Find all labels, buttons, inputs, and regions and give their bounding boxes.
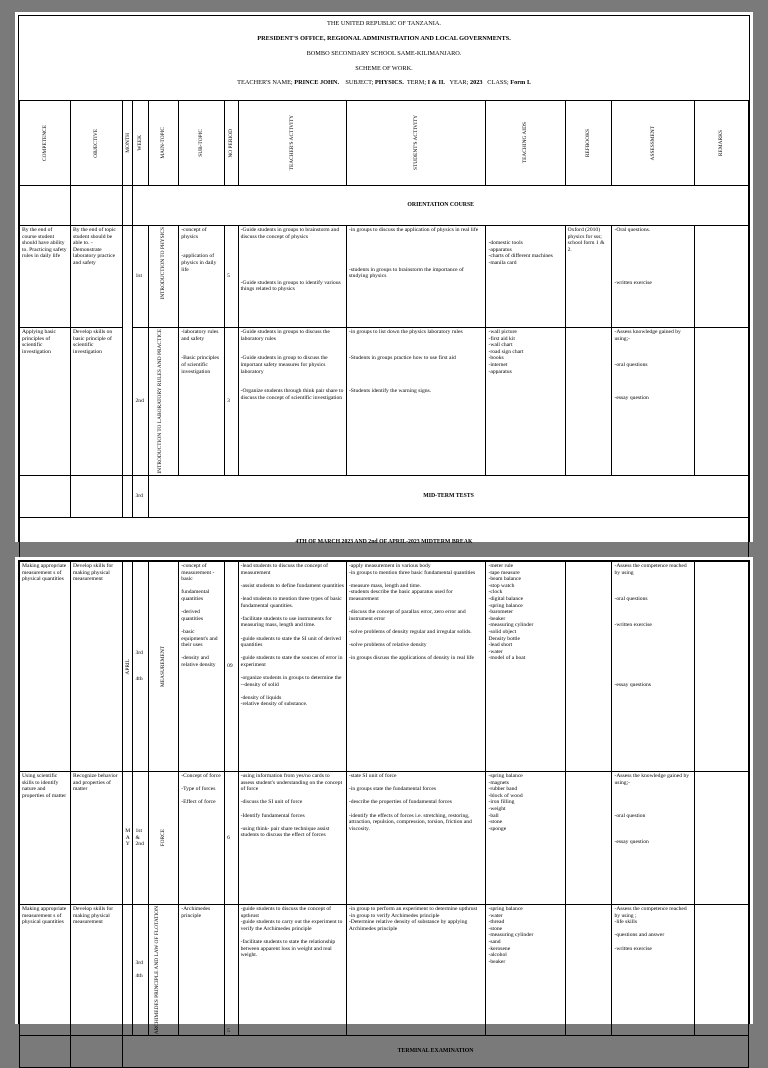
school-title: BOMBO SECONDARY SCHOOL SAME-KILIMANJARO. bbox=[306, 50, 462, 57]
periods-cell: 6 bbox=[225, 772, 239, 905]
student-activity-cell: -state SI unit of force -in groups state the fundamental forces -describe the properties of fundamental forces -identify the effects of forces i.e. stretching, restoring, attraction, repulsion, compression, torsion, friction and viscosity. bbox=[346, 772, 486, 905]
teacher-activity-cell: -Guide students in groups to brainstorm and discuss the concept of physics -Guide students in groups to identify various things related to physics bbox=[238, 226, 346, 328]
objective-cell: Develop skills for making physical measurement bbox=[71, 562, 123, 772]
teacher-info-line bbox=[19, 79, 749, 87]
country-title: THE UNITED REPUBLIC OF TANZANIA. bbox=[327, 20, 441, 27]
table-row bbox=[20, 226, 749, 328]
assessment-cell: -Assess the competence reached by using -oral questions -written exercise -essay questions bbox=[612, 562, 694, 772]
col-objective: OBJECTIVE bbox=[93, 128, 100, 158]
col-teacher-activity: TEACHER'S ACTIVITY bbox=[288, 115, 295, 171]
table-row bbox=[20, 1036, 749, 1068]
competence-cell: Making appropriate measurement s of physical quantities bbox=[20, 905, 71, 1036]
office-title: PRESIDENT'S OFFICE, REGIONAL ADMINISTRATION AND LOCAL GOVERNMENTS. bbox=[257, 35, 511, 42]
class-label: CLASS; bbox=[487, 79, 509, 86]
student-activity-cell: -apply measurement in various body -in groups to mention three basic fundamental quantities -measure mass, length and time. -students describe the basic apparatus used for measurement -discuss the concept of parallax error, zero error and instrument error -solve problems of density regular and irregular solids. -solve problems of relative density -in groups discuss the applications of density in real life bbox=[346, 562, 486, 772]
student-activity-cell: -in groups to list down the physics laboratory rules -Students in groups practice how to use first aid -Students identify the warning signs. bbox=[346, 328, 486, 476]
remarks-cell bbox=[694, 226, 748, 328]
midterm-tests: MID-TERM TESTS bbox=[149, 475, 749, 517]
scheme-page-1 bbox=[15, 12, 753, 545]
col-week: WEEK bbox=[137, 135, 144, 151]
teacher-activity-cell: -lead students to discuss the concept of measurement -assist students to define fundament quantities -lead students to mention three types of basic fundamental quantities. -facilitate students to use instruments for measuring mass, length and time. -guide students to state the SI unit of derived quantities -guide students to state the sources of error in experiment -organize students in groups to determine the --density of solid -density of liquids -relative density of substance. bbox=[238, 562, 346, 772]
col-teaching-aids: TEACHING AIDS bbox=[522, 122, 529, 164]
remarks-cell bbox=[694, 328, 748, 476]
page-frame bbox=[18, 560, 750, 1055]
periods-cell: 09 bbox=[225, 562, 239, 772]
teacher-label: TEACHER'S NAME; bbox=[237, 79, 293, 86]
midterm-break: 4TH OF MARCH 2023 AND 2nd OF APRIL-2023 MIDTERM BREAK bbox=[20, 517, 749, 567]
remarks-cell bbox=[694, 772, 748, 905]
table-row bbox=[20, 562, 749, 772]
week-cell: 2nd bbox=[133, 328, 149, 476]
periods-cell: 5 bbox=[225, 226, 239, 328]
table-row bbox=[20, 475, 749, 517]
periods-cell: 5 bbox=[225, 905, 239, 1036]
main-topic-cell: ARCHIMEDES PRINCIPLE AND LAW OF FLOTATION bbox=[153, 906, 160, 1035]
term-label: TERM; bbox=[406, 79, 427, 86]
class-value: Form I. bbox=[510, 79, 531, 86]
assessment-cell: -Assess the competence reached by using ; -life skills -questions and answer -written exercise bbox=[612, 905, 694, 1036]
week-cell: 1st bbox=[133, 226, 149, 328]
main-topic-cell: INTRODUCTION TO LABORATORY RULES AND PRACTICE bbox=[156, 329, 163, 474]
table-row bbox=[20, 772, 749, 905]
competence-cell: Using scientific skills to identify nature and properties of matter bbox=[20, 772, 71, 905]
main-topic-cell: INTRODUCTION TO PHYSICS bbox=[160, 227, 167, 300]
col-main-topic: MAIN-TOPIC bbox=[160, 127, 167, 159]
col-no-period: NO PERIOD bbox=[228, 128, 235, 158]
teaching-aids-cell: -wall picture -first aid kit -wall chart -road sign chart -books -internet -apparatus bbox=[486, 328, 565, 476]
col-remarks: REMARKS bbox=[718, 129, 725, 157]
table-row bbox=[20, 186, 749, 226]
teacher-activity-cell: -Guide students in groups to discuss the laboratory rules -Guide students in group to discuss the important safety measures for physics laboratory -Organize students through think pair share to discuss the concept of scientific investigation bbox=[238, 328, 346, 476]
refbooks-cell: Oxford (2010) physics for sss; school form 1 & 2. bbox=[565, 226, 612, 328]
year-value: 2023 bbox=[469, 79, 483, 86]
col-student-activity: STUDENT'S ACTIVITY bbox=[412, 115, 419, 171]
objective-cell: By the end of topic student should be able to. - Demonstrate laboratory practice and safety bbox=[71, 226, 123, 328]
competence-cell: Applying basic principles of scientific investigation bbox=[20, 328, 71, 476]
document-title: SCHEME OF WORK. bbox=[355, 65, 413, 72]
main-topic-cell: MEASUREMENT bbox=[160, 645, 167, 688]
remarks-cell bbox=[694, 562, 748, 772]
objective-cell: Develop skills for making physical measurement bbox=[71, 905, 123, 1036]
scheme-table-page-1 bbox=[19, 100, 749, 568]
teaching-aids-cell: -domestic tools -apparatus -charts of different machines -manila card bbox=[486, 226, 565, 328]
column-header-row bbox=[20, 101, 749, 186]
teacher-name: PRINCE JOHN. bbox=[294, 79, 340, 86]
col-assessment: ASSESSMENT bbox=[649, 125, 656, 161]
student-activity-cell: -in group to perform an experiment to determine upthrust -in group to verify Archimedes principle -Determine relative density of substance by applying Archimedes principle bbox=[346, 905, 486, 1036]
assessment-cell: -Assess the knowledge gained by using;- -oral question -essay question bbox=[612, 772, 694, 905]
month-cell: M A Y bbox=[123, 772, 133, 905]
terminal-examination: TERMINAL EXAMINATION bbox=[123, 1036, 749, 1068]
term-value: I & II. bbox=[427, 79, 445, 86]
objective-cell: Recognize behavior and properties of matter bbox=[71, 772, 123, 905]
teaching-aids-cell: -spring balance -magnets -rubber band -block of wood -iron filling -weight -ball -stone -sponge bbox=[486, 772, 565, 905]
year-label: YEAR; bbox=[449, 79, 469, 86]
page-frame bbox=[18, 15, 750, 545]
col-month: MONTH bbox=[125, 133, 132, 153]
teacher-activity-cell: -using information from yes/no cards to assess student's understanding on the concept of force -discuss the SI unit of force -Identify fundamental forces -using think- pair share technique assist students to discuss the effect of forces bbox=[238, 772, 346, 905]
competence-cell: Making appropriate measurement s of physical quantities bbox=[20, 562, 71, 772]
sub-topic-cell: -concept of measurement -basic fundamental quantities -derived quantities -basic equipment's and their uses -density and relative density bbox=[179, 562, 225, 772]
sub-topic-cell: -Archimedes principle bbox=[179, 905, 225, 1036]
assessment-cell: -Assess knowledge gained by using;- -oral questions -essay question bbox=[612, 328, 694, 476]
subject-label: SUBJECT; bbox=[345, 79, 374, 86]
week-cell: 3rd 4th bbox=[133, 905, 149, 1036]
main-topic-cell: FORCE bbox=[160, 829, 167, 847]
col-sub-topic: SUB-TOPIC bbox=[198, 129, 205, 157]
competence-cell: By the end of course student should have ability to. Practicing safety rules in daily life bbox=[20, 226, 71, 328]
periods-cell: 3 bbox=[225, 328, 239, 476]
col-refbooks: REFBOOKS bbox=[585, 128, 592, 158]
table-row bbox=[20, 905, 749, 1036]
col-competence: COMPETENCE bbox=[41, 125, 48, 161]
scheme-table-page-2 bbox=[19, 561, 749, 1068]
month-cell: APRIL bbox=[125, 658, 132, 675]
assessment-cell: -Oral questions. -written exercise bbox=[612, 226, 694, 328]
sub-topic-cell: -Concept of force -Type of forces -Effect of force bbox=[179, 772, 225, 905]
teacher-activity-cell: -guide students to discuss the concept of upthrust -guide students to carry out the experiment to verify the Archimedes principle -facilitate students to state the relationship between apparent loss in weight and real weight. bbox=[238, 905, 346, 1036]
week-cell: 3rd 4th bbox=[133, 562, 149, 772]
orientation-course: ORIENTATION COURSE bbox=[133, 186, 749, 226]
teaching-aids-cell: -spring balance -water -thread -stone -measuring cylinder -sand -kerosene -alcohol -beaker bbox=[486, 905, 565, 1036]
student-activity-cell: -in groups to discuss the application of physics in real life -students in groups to brainstorm the importance of studying physics bbox=[346, 226, 486, 328]
subject-value: PHYSICS. bbox=[374, 79, 404, 86]
sub-topic-cell: -concept of physics -application of physics in daily life bbox=[179, 226, 225, 328]
week-cell: 1st & 2nd bbox=[133, 772, 149, 905]
remarks-cell bbox=[694, 905, 748, 1036]
week-cell: 3rd bbox=[133, 475, 149, 517]
teaching-aids-cell: -meter rule -tape measure -beam balance -stop watch -clock -digital balance -spring balance -barometer -beaker -measuring cylinder -solid object Density bottle -lead short -water -model of a boat bbox=[486, 562, 565, 772]
scheme-page-2 bbox=[15, 557, 753, 1055]
objective-cell: Develop skills on basic principle of scientific investigation bbox=[71, 328, 123, 476]
sub-topic-cell: -laboratory rules and safety -Basic principles of scientific investigation bbox=[179, 328, 225, 476]
